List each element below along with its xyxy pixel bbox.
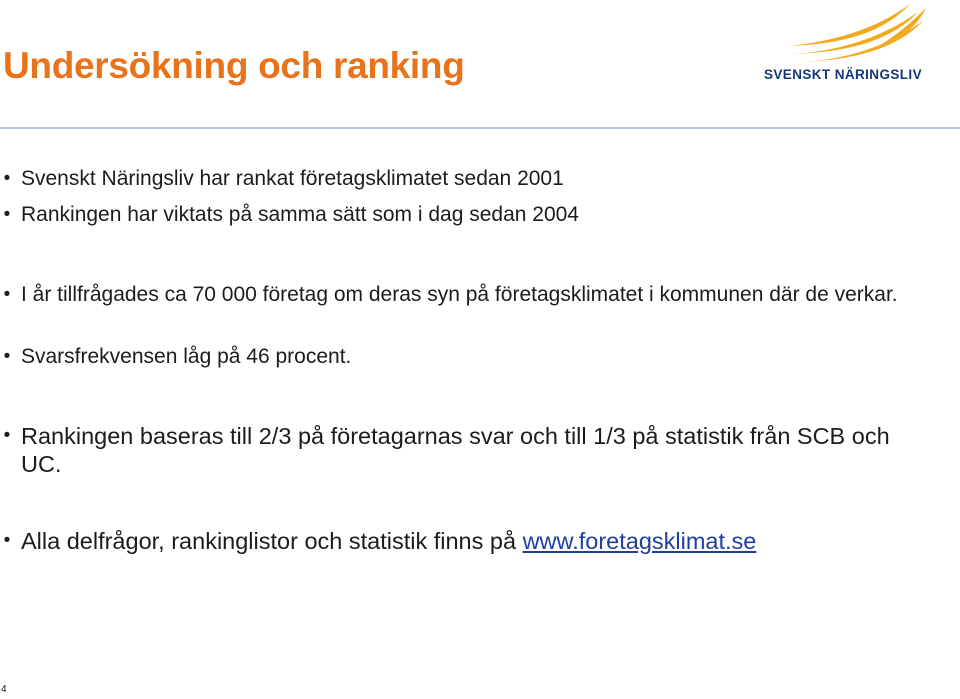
bullet-text: Rankingen har viktats på samma sätt som i dag sedan 2004 <box>21 203 579 226</box>
bullet-dot-icon: • <box>3 284 11 305</box>
bullet-dot-icon: • <box>3 425 11 446</box>
bullet-text: I år tillfrågades ca 70 000 företag om deras syn på företagsklimatet i kommunen där de verkar. <box>21 283 898 306</box>
slide-title: Undersökning och ranking <box>3 45 465 86</box>
bullet-item <box>0 527 900 555</box>
bullet-dot-icon: • <box>3 530 11 551</box>
bullet-text: Rankingen baseras till 2/3 på företagarnas svar och till 1/3 på statistik från SCB och UC. <box>21 423 890 477</box>
bullet-item <box>0 281 900 308</box>
bullet-dot-icon: • <box>3 168 11 189</box>
bullet-text: Svarsfrekvensen låg på 46 procent. <box>21 345 352 368</box>
bullet-dot-icon: • <box>3 204 11 225</box>
bullet-item <box>0 165 900 192</box>
bullet-dot-icon: • <box>3 346 11 367</box>
page-number: 4 <box>1 684 7 695</box>
bullet-item <box>0 201 900 228</box>
bullet-item <box>0 343 900 370</box>
foretagsklimat-link[interactable]: www.foretagsklimat.se <box>522 528 757 554</box>
bullet-text: Svenskt Näringsliv har rankat företagsklimatet sedan 2001 <box>21 167 564 190</box>
logo-text: SVENSKT NÄRINGSLIV <box>764 67 922 82</box>
bullet-item <box>0 422 900 478</box>
bullet-text: Alla delfrågor, rankinglistor och statistik finns på <box>21 528 523 554</box>
